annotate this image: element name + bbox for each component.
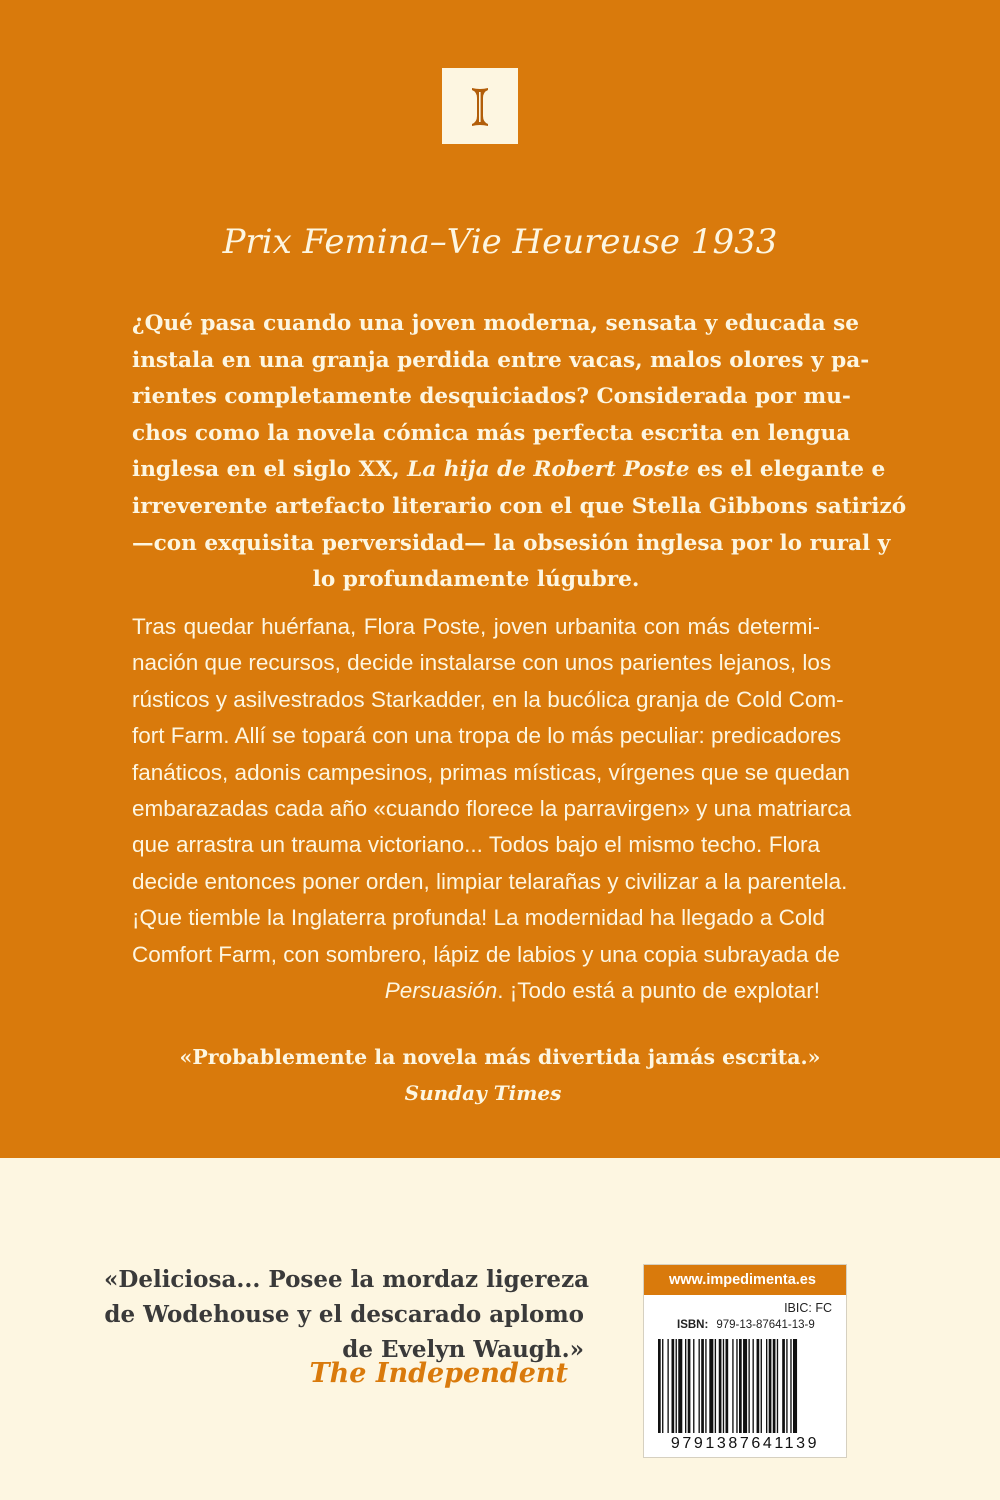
synopsis-line: decide entonces poner orden, limpiar telarañas y civilizar a la parentela. <box>132 868 848 894</box>
blurb-line: ¿Qué pasa cuando una joven moderna, sensata y educada se <box>132 311 860 336</box>
barcode-bar <box>736 1339 737 1433</box>
book-title: La hija de Robert Poste <box>407 457 690 483</box>
press-quote-secondary-source: The Independent <box>309 1358 568 1389</box>
referenced-title: Persuasión <box>384 978 498 1004</box>
barcode-bar <box>705 1339 706 1433</box>
barcode-bar <box>685 1339 686 1433</box>
barcode-bar <box>769 1339 772 1433</box>
synopsis-line: fanáticos, adonis campesinos, primas místicas, vírgenes que se quedan <box>132 759 850 785</box>
blurb-text: inglesa en el siglo XX, <box>132 457 400 483</box>
press-quote: «Probablemente la novela más divertida jamás escrita.» <box>179 1045 821 1069</box>
barcode-bar <box>782 1339 785 1433</box>
isbn-value: 979-13-87641-13-9 <box>716 1319 815 1331</box>
barcode-bar <box>757 1339 760 1433</box>
synopsis-line: Tras quedar huérfana, Flora Poste, joven urbanita con más determi- <box>132 614 820 639</box>
barcode-bar <box>732 1339 733 1433</box>
synopsis-line: que arrastra un trauma victoriano... Todos bajo el mismo techo. Flora <box>132 832 820 858</box>
barcode-bar <box>748 1339 749 1433</box>
press-quote-secondary <box>104 1262 590 1367</box>
blurb-line <box>132 452 886 489</box>
barcode-bar <box>678 1339 682 1433</box>
blurb-line: chos como la novela cómica más perfecta escrita en lengua <box>132 420 851 446</box>
barcode-bar <box>773 1339 776 1433</box>
blurb-line: instala en una granja perdida entre vacas, malos olores y pa- <box>132 347 870 373</box>
impedimenta-i-logo <box>442 68 518 144</box>
blurb-line: irreverente artefacto literario con el que Stella Gibbons satirizó <box>132 493 907 519</box>
barcode-bar <box>766 1339 767 1433</box>
blurb-text: es el elegante e <box>696 457 886 483</box>
barcode-bar <box>715 1339 716 1433</box>
barcode-bars <box>656 1339 834 1435</box>
barcode-bar <box>793 1339 797 1433</box>
barcode-bar <box>693 1339 694 1433</box>
blurb-line: —con exquisita perversidad— la obsesión inglesa por lo rural y <box>132 530 891 556</box>
quote-line: «Deliciosa... Posee la mordaz ligereza <box>104 1266 590 1293</box>
barcode-bar <box>726 1339 729 1433</box>
barcode-box <box>643 1264 847 1458</box>
barcode-bar <box>786 1339 787 1433</box>
blurb-line: lo profundamente lúgubre. <box>312 567 640 593</box>
synopsis-line: rústicos y asilvestrados Starkadder, en la bucólica granja de Cold Com- <box>132 686 844 712</box>
barcode-number: 9791387641139 <box>670 1435 820 1452</box>
synopsis-line: ¡Que tiemble la Inglaterra profunda! La modernidad ha llegado a Cold <box>132 905 825 931</box>
synopsis-paragraph <box>132 609 852 1009</box>
press-quote-source: Sunday Times <box>404 1081 562 1105</box>
award-title: Prix Femina–Vie Heureuse 1933 <box>222 222 778 262</box>
barcode-bar <box>701 1339 704 1433</box>
barcode-bar <box>709 1339 713 1433</box>
barcode-bar <box>672 1339 675 1433</box>
barcode-bar <box>658 1339 661 1433</box>
synopsis-line: Comfort Farm, con sombrero, lápiz de labios y una copia subrayada de <box>132 941 840 967</box>
blurb-paragraph <box>132 306 907 599</box>
barcode-bar <box>777 1339 778 1433</box>
ibic-code: IBIC: FC <box>784 1301 832 1315</box>
barcode-bar <box>719 1339 722 1433</box>
isbn-label: ISBN: <box>677 1319 709 1331</box>
barcode-bar <box>761 1339 762 1433</box>
isbn-line <box>677 1319 815 1331</box>
barcode-bar <box>723 1339 724 1433</box>
barcode-bar <box>688 1339 691 1433</box>
quote-line: de Wodehouse y el descarado aplomo <box>104 1301 584 1328</box>
synopsis-line <box>132 973 820 1009</box>
barcode-bar <box>676 1339 677 1433</box>
quote-line: de Evelyn Waugh.» <box>342 1336 584 1363</box>
synopsis-line: nación que recursos, decide instalarse con unos parientes lejanos, los <box>132 650 832 676</box>
barcode-bar <box>667 1339 668 1433</box>
synopsis-text: . ¡Todo está a punto de explotar! <box>497 978 820 1004</box>
barcode-bar <box>790 1339 791 1433</box>
barcode-bar <box>743 1339 747 1433</box>
publisher-url[interactable]: www.impedimenta.es <box>644 1265 846 1295</box>
barcode-bar <box>699 1339 700 1433</box>
barcode-bar <box>739 1339 742 1433</box>
barcode-bar <box>662 1339 663 1433</box>
blurb-line: rientes completamente desquiciados? Considerada por mu- <box>132 384 851 410</box>
barcode-bar <box>753 1339 754 1433</box>
synopsis-line: fort Farm. Allí se topará con una tropa de lo más peculiar: predicadores <box>132 723 842 749</box>
synopsis-line: embarazadas cada año «cuando florece la parravirgen» y una matriarca <box>132 796 852 822</box>
